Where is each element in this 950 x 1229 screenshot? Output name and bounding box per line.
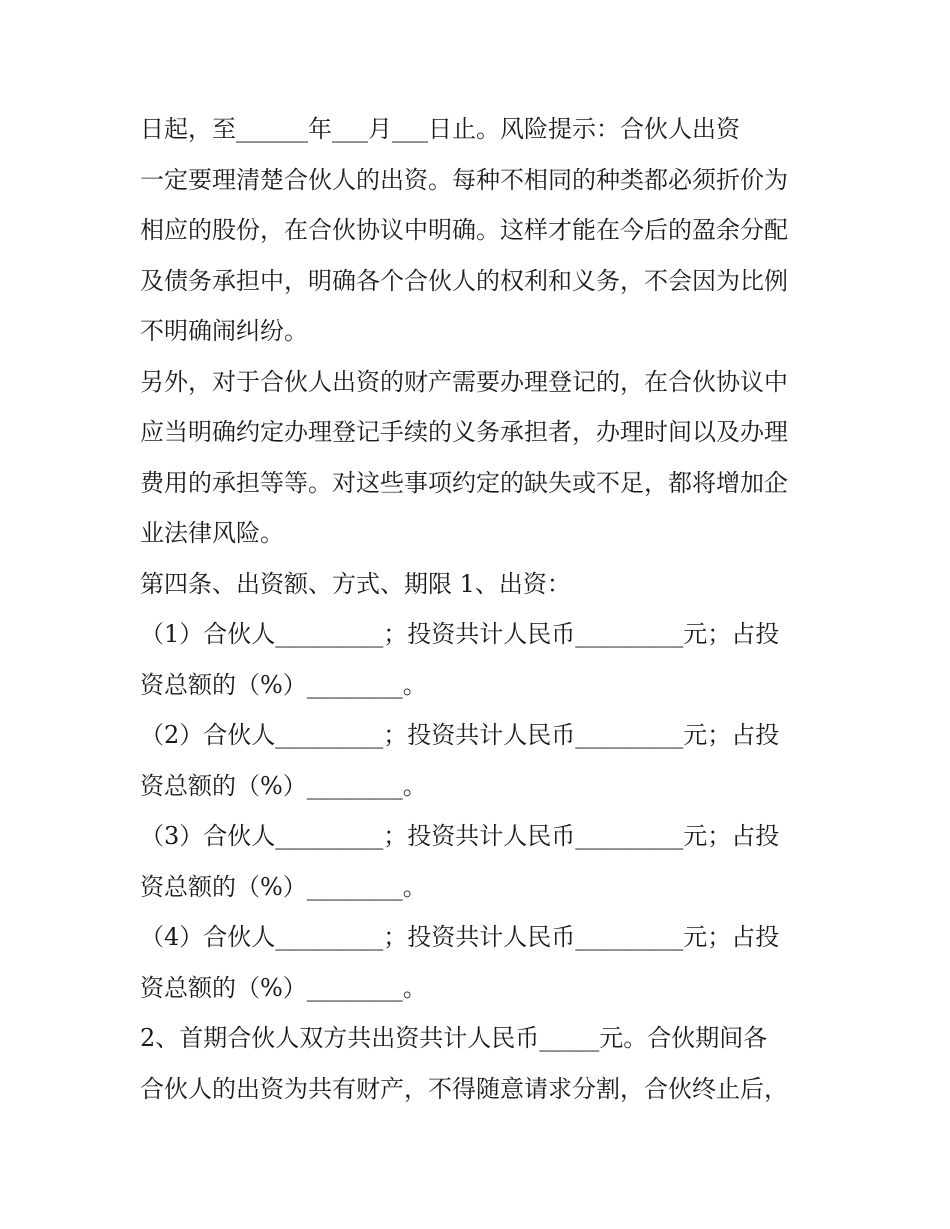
text-line-5: 不明确闹纠纷。 (140, 317, 308, 345)
text-line-8: 费用的承担等等。对这些事项约定的缺失或不足，都将增加企 (140, 469, 788, 497)
text-line-4: 及债务承担中，明确各个合伙人的权利和义务，不会因为比例 (140, 267, 788, 295)
partner-3-line: （3）合伙人_________；投资共计人民币_________元；占投 (140, 822, 780, 850)
partner-1-line: （1）合伙人_________；投资共计人民币_________元；占投 (140, 620, 780, 648)
text-line-7: 应当明确约定办理登记手续的义务承担者，办理时间以及办理 (140, 418, 788, 446)
partner-2-ratio-line: 资总额的（%）________。 (140, 772, 427, 800)
text-line-1: 日起，至______年___月___日止。风险提示：合伙人出资 (140, 115, 740, 143)
text-line-9: 业法律风险。 (140, 519, 284, 547)
partner-4-line: （4）合伙人_________；投资共计人民币_________元；占投 (140, 923, 780, 951)
partner-4-ratio-line: 资总额的（%）________。 (140, 974, 427, 1002)
article-four-heading: 第四条、出资额、方式、期限 1、出资： (140, 570, 571, 598)
joint-property-line: 合伙人的出资为共有财产，不得随意请求分割，合伙终止后， (140, 1075, 788, 1103)
text-line-6: 另外，对于合伙人出资的财产需要办理登记的，在合伙协议中 (140, 368, 788, 396)
partner-3-ratio-line: 资总额的（%）________。 (140, 873, 427, 901)
partner-2-line: （2）合伙人_________；投资共计人民币_________元；占投 (140, 721, 780, 749)
text-line-3: 相应的股份，在合伙协议中明确。这样才能在今后的盈余分配 (140, 216, 788, 244)
text-line-2: 一定要理清楚合伙人的出资。每种不相同的种类都必须折价为 (140, 166, 788, 194)
initial-contribution-line: 2、首期合伙人双方共出资共计人民币_____元。合伙期间各 (140, 1024, 768, 1052)
partner-1-ratio-line: 资总额的（%）________。 (140, 671, 427, 699)
